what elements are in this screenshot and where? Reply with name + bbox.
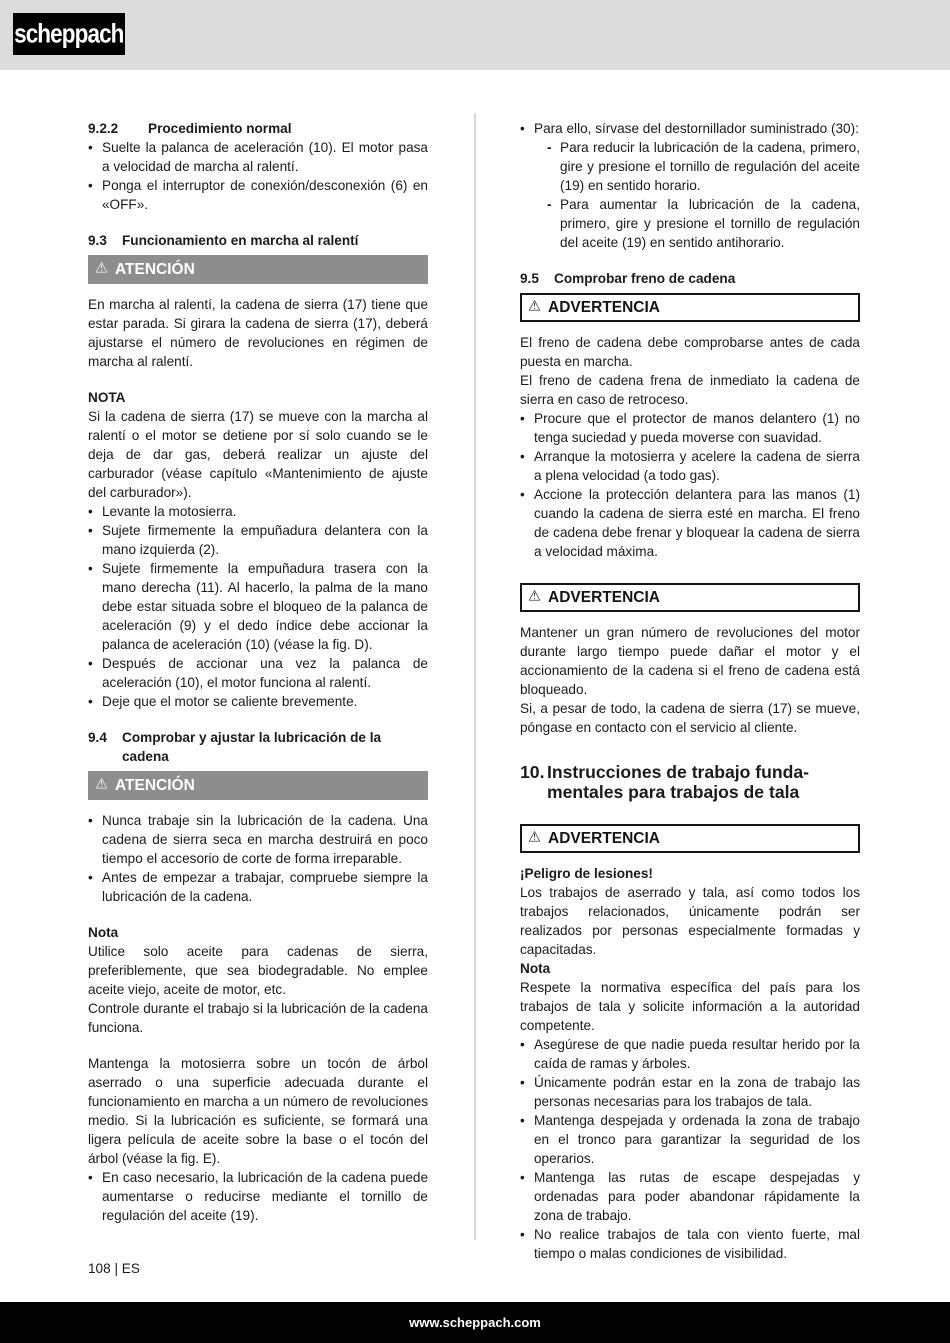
- paragraph: En marcha al ralentí, la cadena de sierra (17) tiene que estar parada. Si girara la cadena de sierra (17), deberá ajustarse el número de revoluciones en régimen de marcha al ralentí.: [88, 297, 428, 369]
- line-gap: [88, 906, 428, 923]
- list-item-text: Asegúrese de que nadie pueda resultar herido por la caída de ramas y árboles.: [534, 1037, 860, 1071]
- line-gap: [520, 252, 860, 269]
- list-item-text: Después de accionar una vez la palanca de aceleración (10), el motor funciona al ralentí.: [102, 656, 428, 690]
- section-heading: [88, 728, 428, 766]
- warning-banner: [520, 583, 860, 612]
- heading-number: 9.3: [88, 233, 107, 248]
- bullet-icon: •: [520, 487, 525, 502]
- heading-number: 10.: [520, 762, 545, 782]
- list-item-text: Arranque la motosierra y acelere la cadena de sierra a plena velocidad (a todo gas).: [534, 449, 860, 483]
- list-item: [520, 1111, 860, 1168]
- bullet-list: [520, 1035, 860, 1263]
- warning-triangle-icon: ⚠: [95, 260, 108, 277]
- note-label: Nota: [520, 961, 551, 976]
- left-column: [88, 119, 428, 1225]
- footer-url: www.scheppach.com: [409, 1315, 541, 1330]
- logo-text: scheppach: [14, 18, 124, 49]
- line-gap: [88, 214, 428, 231]
- section-heading: [520, 269, 860, 288]
- note-label: Nota: [88, 925, 119, 940]
- bullet-icon: •: [520, 1113, 525, 1128]
- bullet-list: [88, 138, 428, 214]
- heading-text: [547, 762, 809, 802]
- warning-banner: [520, 293, 860, 322]
- section-heading: [88, 231, 428, 250]
- list-item-text: Procure que el protector de manos delantero (1) no tenga suciedad y pueda moverse con suavidad.: [534, 411, 860, 445]
- list-item: [520, 1168, 860, 1225]
- bullet-icon: •: [520, 1227, 525, 1242]
- bullet-icon: •: [520, 1037, 525, 1052]
- header-bar: [0, 0, 950, 70]
- heading-text: Comprobar freno de cadena: [554, 271, 736, 286]
- list-item: [88, 692, 428, 711]
- list-item-text: Para aumentar la lubricación de la cadena, primero, gire y presione el tornillo de regulación del aceite (19) en sentido antihorario.: [560, 197, 860, 250]
- list-item-text: Mantenga despejada y ordenada la zona de trabajo en el tronco para garantizar la seguridad de los operarios.: [534, 1113, 860, 1166]
- list-item-text: Accione la protección delantera para las manos (1) cuando la cadena de sierra esté en marcha. El freno de cadena debe frenar y bloquear la cadena de sierra a velocidad máxima.: [534, 487, 860, 559]
- bullet-icon: •: [88, 870, 93, 885]
- bullet-list: [520, 409, 860, 561]
- bullet-list: [88, 502, 428, 711]
- paragraph: Mantenga la motosierra sobre un tocón de árbol aserrado o una superficie adecuada durante el funcionamiento en marcha a un número de revoluciones medio. Si la lubricación es suficiente, se formará una ligera película de aceite sobre la base o el tocón del árbol (véase la fig. E).: [88, 1056, 428, 1166]
- line-gap: [520, 561, 860, 578]
- warning-banner: [520, 824, 860, 853]
- list-item: [88, 502, 428, 521]
- attention-label: ATENCIÓN: [115, 777, 195, 794]
- list-item-text: Para reducir la lubricación de la cadena, primero, gire y presione el tornillo de regulación del aceite (19) en sentido horario.: [560, 140, 860, 193]
- list-item: [520, 1225, 860, 1263]
- list-item-text: Nunca trabaje sin la lubricación de la cadena. Una cadena de sierra seca en marcha destruirá en poco tiempo el accesorio de corte de forma irreparable.: [102, 813, 428, 866]
- list-item-text: Antes de empezar a trabajar, compruebe siempre la lubricación de la cadena.: [102, 870, 428, 904]
- line-gap: [88, 1037, 428, 1054]
- line-gap: [520, 802, 860, 819]
- bullet-list: [88, 811, 428, 906]
- list-item-text: Únicamente podrán estar en la zona de trabajo las personas necesarias para los trabajos de tala.: [534, 1075, 860, 1109]
- attention-banner: [88, 771, 428, 800]
- paragraph: Utilice solo aceite para cadenas de sierra, preferiblemente, que sea biodegradable. No emplee aceite viejo, aceite de motor, etc.: [88, 944, 428, 997]
- paragraph: Respete la normativa específica del país para los trabajos de tala y solicite información a la autoridad competente.: [520, 980, 860, 1033]
- list-item-text: Mantenga las rutas de escape despejadas y ordenadas para poder abandonar rápidamente la zona de trabajo.: [534, 1170, 860, 1223]
- list-item: [88, 138, 428, 176]
- bullet-icon: •: [520, 121, 525, 136]
- paragraph: El freno de cadena frena de inmediato la cadena de sierra en caso de retroceso.: [520, 373, 860, 407]
- footer-bar: [0, 1302, 950, 1343]
- paragraph: Mantener un gran número de revoluciones del motor durante largo tiempo puede dañar el motor y el accionamiento de la cadena si el freno de cadena está bloqueado.: [520, 625, 860, 697]
- page-number: 108 | ES: [88, 1261, 140, 1276]
- warning-triangle-icon: ⚠: [528, 829, 541, 846]
- list-item: [88, 176, 428, 214]
- list-item-text: Sujete firmemente la empuñadura delantera con la mano izquierda (2).: [102, 523, 428, 557]
- line-gap: [88, 711, 428, 728]
- warning-label: ADVERTENCIA: [548, 299, 660, 316]
- bullet-icon: •: [88, 561, 93, 576]
- list-item: [547, 138, 860, 195]
- heading-number: 9.4: [88, 730, 107, 745]
- list-item: [88, 868, 428, 906]
- bullet-list: [520, 119, 860, 138]
- warning-triangle-icon: ⚠: [528, 298, 541, 315]
- note-label: NOTA: [88, 390, 126, 405]
- line-gap: [520, 737, 860, 754]
- heading-number: 9.5: [520, 271, 539, 286]
- list-item: [520, 1073, 860, 1111]
- bullet-icon: •: [88, 178, 93, 193]
- list-item: [88, 1168, 428, 1225]
- list-item-text: Para ello, sírvase del destornillador suministrado (30):: [534, 121, 859, 136]
- list-item-text: No realice trabajos de tala con viento fuerte, mal tiempo o malas condiciones de visibilidad.: [534, 1227, 860, 1261]
- paragraph: Los trabajos de aserrado y tala, así como todos los trabajos relacionados, únicamente podrán ser realizados por personas especialmente formadas y capacitadas.: [520, 885, 860, 957]
- list-item: [520, 119, 860, 138]
- list-item: [520, 409, 860, 447]
- heading-text: Procedimiento normal: [148, 121, 292, 136]
- warning-triangle-icon: ⚠: [528, 588, 541, 605]
- bullet-icon: •: [520, 411, 525, 426]
- chapter-line: Instrucciones de trabajo funda-: [547, 762, 809, 782]
- list-item: [520, 485, 860, 561]
- list-item-text: Deje que el motor se caliente brevemente.: [102, 694, 358, 709]
- attention-banner: [88, 255, 428, 284]
- column-divider: [474, 113, 476, 1240]
- list-item: [520, 447, 860, 485]
- line-gap: [88, 371, 428, 388]
- warning-label: ADVERTENCIA: [548, 830, 660, 847]
- warning-triangle-icon: ⚠: [95, 776, 108, 793]
- dash-icon: -: [547, 140, 552, 155]
- chapter-heading: [520, 762, 860, 802]
- heading-text: Comprobar y ajustar la lubricación de la cadena: [122, 730, 382, 764]
- paragraph: Si, a pesar de todo, la cadena de sierra (17) se mueve, póngase en contacto con el servicio al cliente.: [520, 701, 860, 735]
- paragraph: El freno de cadena debe comprobarse antes de cada puesta en marcha.: [520, 335, 860, 369]
- bullet-icon: •: [88, 523, 93, 538]
- list-item-text: Suelte la palanca de aceleración (10). El motor pasa a velocidad de marcha al ralentí.: [102, 140, 428, 174]
- list-item: [88, 654, 428, 692]
- bullet-icon: •: [88, 656, 93, 671]
- list-item-text: En caso necesario, la lubricación de la cadena puede aumentarse o reducirse mediante el tornillo de regulación del aceite (19).: [102, 1170, 428, 1223]
- bullet-icon: •: [88, 504, 93, 519]
- bullet-icon: •: [88, 140, 93, 155]
- chapter-line: mentales para trabajos de tala: [547, 782, 800, 802]
- bullet-icon: •: [88, 1170, 93, 1185]
- bullet-icon: •: [520, 1170, 525, 1185]
- list-item: [88, 521, 428, 559]
- list-item-text: Ponga el interruptor de conexión/desconexión (6) en «OFF».: [102, 178, 428, 212]
- list-item-text: Levante la motosierra.: [102, 504, 237, 519]
- paragraph: Controle durante el trabajo si la lubricación de la cadena funciona.: [88, 1001, 428, 1035]
- scheppach-logo: [13, 13, 125, 55]
- bullet-icon: •: [520, 1075, 525, 1090]
- warning-label: ADVERTENCIA: [548, 589, 660, 606]
- list-item-text: Sujete firmemente la empuñadura trasera con la mano derecha (11). Al hacerlo, la palma de la mano debe estar situada sobre el bloqueo de la palanca de aceleración (9) y el dedo índice debe accionar la palanca de aceleración (10) (véase la fig. D).: [102, 561, 428, 652]
- list-item: [88, 811, 428, 868]
- heading-text: Funcionamiento en marcha al ralentí: [122, 233, 359, 248]
- dash-list: [520, 138, 860, 252]
- list-item: [547, 195, 860, 252]
- bullet-icon: •: [88, 694, 93, 709]
- dash-icon: -: [547, 197, 552, 212]
- bullet-list: [88, 1168, 428, 1225]
- list-item: [520, 1035, 860, 1073]
- list-item: [88, 559, 428, 654]
- paragraph: Si la cadena de sierra (17) se mueve con la marcha al ralentí o el motor se detiene por sí solo cuando se le deja de dar gas, deberá realizar un ajuste del carburador (véase capítulo «Mantenimiento de ajuste del carburador»).: [88, 409, 428, 500]
- attention-label: ATENCIÓN: [115, 261, 195, 278]
- bullet-icon: •: [88, 813, 93, 828]
- note-label: ¡Peligro de lesiones!: [520, 866, 653, 881]
- bullet-icon: •: [520, 449, 525, 464]
- heading-number: 9.2.2: [88, 121, 119, 136]
- right-column: [520, 119, 860, 1263]
- section-heading: [88, 119, 428, 138]
